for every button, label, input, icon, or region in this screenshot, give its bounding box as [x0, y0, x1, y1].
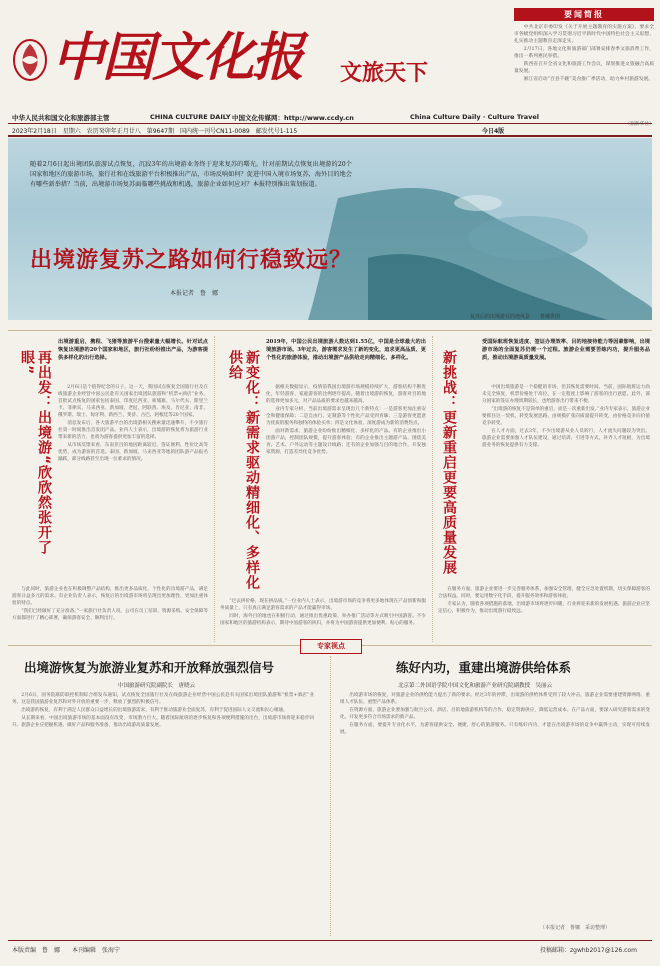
paragraph: 业内专家分析，当前出境游需求呈现出几个新特点：一是游客更加注重安全和健康保障；二是自由行、定制游等个性化产品受到青睐；三是游客更愿意为优质的服务和独特的体验买单；四是文化体验、深度游成为新的消费热点。: [266, 407, 426, 426]
footer-email: 投稿邮箱：zgwhb2017@126.com: [540, 947, 637, 954]
paragraph: “我们已经做好了充分准备。”一家旅行社负责人说，公司在员工培训、资源采购、安全保障等方面都进行了精心部署，确保游客安全、顺利出行。: [12, 609, 208, 621]
news-brief-item: 2月17日，各地文化和旅游部门部署安排春季文旅消费工作，推出一系列惠民举措。: [514, 47, 654, 59]
column-1-lead: 出境游重启，携程、飞猪等旅游平台搜索量大幅增长。针对试点恢复出境游的20个国家和地区，旅行社纷纷推出产品，为游客提供多样化的出行选择。: [58, 339, 208, 361]
paragraph: 在服务方面，旅游企业要进一步完善服务体系，加强安全管理，健全应急处置机制，切实保障游客的合法权益。同时，要运用数字化手段，提升服务效率和游客体验。: [438, 587, 650, 599]
logo-emblem-icon: [10, 36, 50, 82]
masthead-english-tagline: China Culture Daily · Culture Travel: [410, 113, 540, 121]
masthead-sponsor: 中华人民共和国文化和旅游部主管: [12, 114, 110, 122]
news-brief: [514, 8, 654, 132]
paragraph: 在人才方面，过去3年，不少出境游从业人员转行，人才流失问题较为突出。旅游企业需要加强人才队伍建设，通过培训、引进等方式，补齐人才短板，为出境游业务的恢复提供有力支撑。: [482, 429, 650, 448]
main-headline: 出境游复苏之路如何行稳致远？: [30, 247, 353, 273]
paragraph: 面对新需求，旅游企业纷纷推出精细化、多样化的产品。有的企业推出小团游产品，控制团队规模，提升游客体验；有的企业推出主题游产品，围绕美食、艺术、户外运动等主题设计线路；还有的企业加强与目的地合作，开发独家资源，打造差异化竞争优势。: [266, 429, 426, 455]
paragraph: 与此同时，旅游企业也在积极调整产品结构，推出更多品质化、个性化的出境游产品，满足游客日益多元的需求。有企业负责人表示，恢复后的出境游市场将呈现出更加理性、更加注重体验的特点。: [12, 587, 208, 606]
footer-rule: [8, 940, 652, 941]
date-rule: [8, 135, 652, 137]
column-1-title: 再出发：出境游“欣欣然张开了眼”: [19, 350, 52, 556]
column-1-body-continued: [12, 586, 208, 638]
intro-text: 随着2月6日起出境团队旅游试点恢复，沉寂3年的出境游业务终于迎来复苏的曙光。针对前期试点恢复出境游的20个国家和地区的旅游市场，旅行社和在线旅游平台积极推出产品，市场反响如何？促进中国入境市场复苏，海外目的地会有哪些新举措？当前，出境游市场复苏面临哪些挑战和机遇，旅游企业如何应对？本报特别推出策划报道。: [30, 161, 352, 188]
expert-article-1-author: 中国旅游研究院副院长 唐晓云: [118, 683, 196, 689]
column-3-lead: 受国际航班恢复进度、签证办理效率、目的地接待能力等因素影响，出境游市场的全面复苏仍需一个过程。旅游企业需要苦练内功，提升服务品质，推动出境游高质量发展。: [482, 339, 650, 361]
paragraph: 在资源方面，旅游企业要加强与航空公司、酒店、目的地旅游机构等的合作，稳定资源供应，降低运营成本。在产品方面，要深入研究游客需求的变化，开发更多符合市场需求的新产品。: [340, 708, 650, 720]
expert-article-2-author: 北京第二外国语学院中国文化和旅游产业研究院副教授 吴丽云: [398, 683, 553, 689]
news-brief-item: 陕西省召开全省文化和旅游工作会议，谋划推进文旅融合高质量发展。: [514, 62, 654, 74]
intro-banner: [8, 138, 652, 320]
column-2-lead: 2019年，中国公民出境旅游人数达到1.55亿，中国是全球最大的出境旅游市场。3年过去，游客需求发生了新的变化，追求更高品质、更个性化的旅游体验，推动出境游产品供给走向精细化、多样化。: [266, 339, 426, 361]
column-3-body: [482, 384, 650, 584]
masthead-sub-logo: 文旅天下: [340, 60, 429, 86]
masthead-english-name: CHINA CULTURE DAILY: [150, 113, 231, 121]
paragraph: 同时，海外目的地也在积极行动，通过推出优惠政策、举办推广活动等方式吸引中国游客。不少国家和地区的旅游机构表示，期待中国游客的回归，并将为中国游客提供更加便利、贴心的服务。: [220, 614, 426, 626]
expert-article-2-title: 练好内功，重建出境游供给体系: [396, 660, 572, 675]
paragraph: 据相关数据显示，疫情前我国出境游市场规模持续扩大，游客结构不断优化，年轻游客、家庭游客的比例逐年提高。随着出境游的恢复，游客对目的地的选择更加多元，对产品品质的要求也越来越高。: [266, 385, 426, 404]
column-3-body-continued: [438, 586, 650, 638]
paragraph: 从市场反馈来看，东南亚目的地因距离较近、签证便利、性价比高等优势，成为游客的首选。泰国、新加坡、马来西亚等地的团队游产品报名踊跃，部分线路甚至出现一位难求的情况。: [58, 443, 208, 462]
news-brief-list: [514, 24, 654, 120]
column-2-body: [266, 384, 426, 596]
masthead-website: 中国文化传媒网：http://www.ccdy.cn: [232, 114, 354, 122]
paragraph: 2月6日是个值得纪念的日子。这一天，我国试点恢复全国旅行社及在线旅游企业经营中国公民赴有关国家出境团队旅游和“机票+酒店”业务。首批试点恢复的国家包括泰国、印度尼西亚、柬埔寨、马尔代夫、斯里兰卡、菲律宾、马来西亚、新加坡、老挝、阿联酋、埃及、肯尼亚、南非、俄罗斯、瑞士、匈牙利、新西兰、斐济、古巴、阿根廷等20个国家。: [58, 385, 208, 418]
expert-label: 专家视点: [300, 639, 362, 654]
paragraph: 出境游的恢复，有利于满足人民群众日益增长的出境旅游需求，有利于推动旅游业全面复苏，有利于促进国际人文交流和民心相通。: [21, 708, 288, 713]
main-byline: 本报记者 鲁 娜: [170, 290, 219, 297]
news-brief-title: 要闻简报: [514, 8, 654, 21]
paragraph: 2月6日，国务院联防联控机制综合组发布通知，试点恢复全国旅行社及在线旅游企业经营中国公民赴有关国家出境团队旅游和“机票+酒店”业务。这是我国旅游业复苏和对外开放的重要一步，释放了强烈的积极信号。: [12, 693, 314, 705]
column-2-title: 新变化：新需求驱动精细化、多样化供给: [227, 350, 260, 590]
column-3-title: 新挑战：更新重启更要高质量发展: [441, 350, 457, 575]
paragraph: 在服务方面，要提升专业化水平，为游客提供安全、便捷、舒心的旅游服务。只有练好内功，才能在出境游市场的竞争中赢得主动，实现可持续发展。: [340, 723, 650, 735]
masthead-date-line: 2023年2月18日 星期六 农历癸卯年正月廿八 第9647期 国内统一刊号CN11-0089 邮发代号1-115: [12, 128, 298, 135]
news-brief-item: 中共北京市委印发《关于开展主题教育的实施方案》，要求全市各级党组织深入学习贯彻习近平新时代中国特色社会主义思想，扎实推动主题教育走深走实。: [514, 25, 654, 44]
photo-caption: 复苏后的出境游目的地风景 鲁娜供图: [470, 314, 561, 320]
expert-article-2-credit: （本报记者 鲁娜 采访整理）: [540, 925, 611, 931]
expert-article-1-title: 出境游恢复为旅游业复苏和开放释放强烈信号: [24, 660, 275, 675]
masthead-logo: 中国文化报: [52, 27, 303, 88]
news-brief-credit: （据新华社）: [625, 122, 654, 127]
paragraph: 从长期来看，中国出境旅游市场的基本面没有改变，市场潜力巨大。随着国际航班的逐步恢复和各项便利措施的出台，出境游市场将迎来稳步回升。旅游企业应把握机遇，做好产品和服务准备，推动出境游高质量发展。: [12, 716, 314, 728]
paragraph: 消息发布后，各大旅游平台的出境游相关搜索量迅速攀升，不少旅行社第一时间推出首发团产品。业内人士表示，出境游的恢复将为旅游行业带来新的活力，也将为游客提供更加丰富的选择。: [58, 421, 208, 440]
paragraph: 中国出境旅游是一个稳健的市场，但其恢复需要时间。当前，国际航班运力尚未完全恢复，机票价格处于高位，在一定程度上影响了游客的出行意愿。此外，部分国家的签证办理周期较长，也给游客出行带来不便。: [482, 385, 650, 404]
paragraph: “出境游的恢复不是简单的重启，而是一次重新出发。”业内专家表示，旅游企业要抓住这一契机，转变发展思路，由规模扩张向质量提升转变，由价格竞争向价值竞争转变。: [482, 407, 650, 426]
paragraph: “过去拼价格，现在拼品质。”一位业内人士表示，出境游市场的竞争将更多地体现在产品创新和服务质量上，只有真正满足游客需求的产品才能赢得市场。: [220, 599, 426, 611]
expert-article-2-body: [340, 692, 650, 922]
section-rule: [8, 330, 652, 331]
masthead-page-count: 今日4版: [482, 128, 505, 135]
news-brief-item: 浙江省启动“百县千碗”美食推广季活动，助力乡村旅游发展。: [523, 77, 654, 82]
column-2-body-continued: [220, 598, 426, 638]
paragraph: 出境游市场的恢复，对旅游企业的供给能力提出了新的要求。经过3年的停滞，出境游的供给体系受到了较大冲击，旅游企业需要重建资源网络、重组人才队伍、重塑产品体系。: [340, 693, 650, 705]
footer-editors: 本版责编 鲁 娜 本刊编辑 张海宁: [12, 947, 121, 954]
expert-divider: [330, 656, 331, 936]
expert-article-1-body: [12, 692, 314, 936]
paragraph: 专家认为，随着各项措施的落地，出境游市场将逐步回暖，行业将迎来新的发展机遇。旅游企业应坚定信心，积极作为，推动出境游行稳致远。: [438, 602, 650, 614]
column-divider-2: [432, 336, 433, 642]
column-divider-1: [214, 336, 215, 642]
